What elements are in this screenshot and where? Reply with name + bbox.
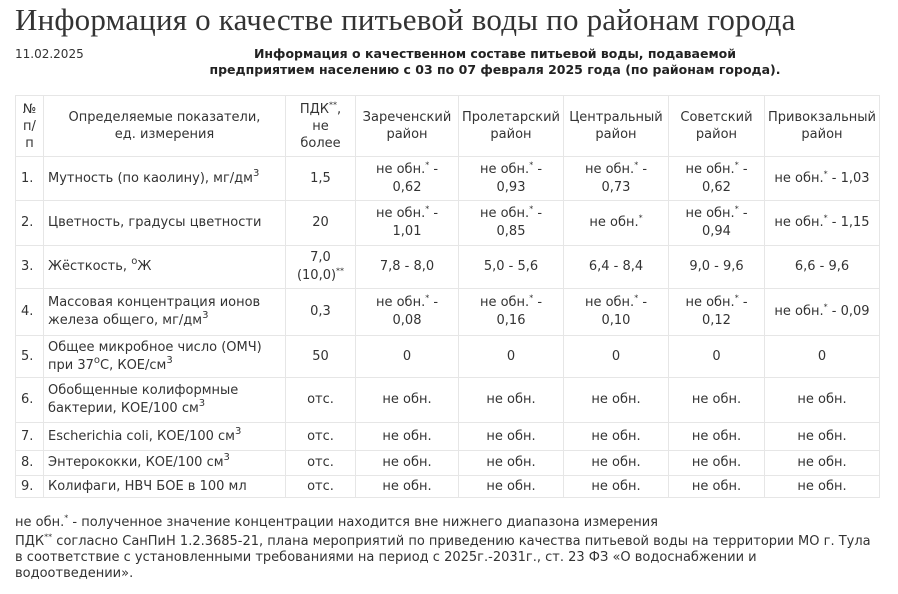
district-value: не обн. <box>563 423 668 451</box>
table-row <box>16 289 880 336</box>
district-value: не обн. <box>459 378 564 423</box>
district-value: не обн. <box>563 476 668 498</box>
pdk-value: отс. <box>286 378 356 423</box>
district-value: не обн. <box>563 378 668 423</box>
table-row <box>16 336 880 378</box>
district-value: не обн.* - 0,62 <box>668 157 764 201</box>
row-number: 5. <box>16 336 44 378</box>
pdk-value: 50 <box>286 336 356 378</box>
district-value: не обн. <box>356 476 459 498</box>
district-value: 0 <box>563 336 668 378</box>
district-value: не обн. <box>764 378 879 423</box>
pdk-value: 0,3 <box>286 289 356 336</box>
district-value: не обн. <box>764 423 879 451</box>
indicator-name: Энтерококки, КОЕ/100 $см^3$ <box>44 451 286 476</box>
table-caption <box>190 46 800 78</box>
district-value: не обн.* - 1,01 <box>356 201 459 246</box>
table-row <box>16 451 880 476</box>
header-district-centralny: Центральный район <box>563 96 668 157</box>
district-value: не обн. <box>459 451 564 476</box>
indicator-name: Escherichia coli, КОЕ/100 $см^3$ <box>44 423 286 451</box>
district-value: не обн. <box>459 423 564 451</box>
caption-line-2: предприятием населению с 03 по 07 февраля 2025 года (по районам города). <box>209 62 781 77</box>
district-value: 6,6 - 9,6 <box>764 246 879 289</box>
pdk-value: отс. <box>286 451 356 476</box>
indicator-name: Массовая концентрация ионов железа общего, $мг/дм^3$ <box>44 289 286 336</box>
table-row <box>16 476 880 498</box>
water-quality-table <box>15 95 880 498</box>
district-value: 0 <box>356 336 459 378</box>
table-row <box>16 201 880 246</box>
pdk-value: 1,5 <box>286 157 356 201</box>
district-value: не обн.* - 0,85 <box>459 201 564 246</box>
district-value: 6,4 - 8,4 <box>563 246 668 289</box>
table-row <box>16 423 880 451</box>
table-row <box>16 157 880 201</box>
row-number: 4. <box>16 289 44 336</box>
district-value: не обн.* - 1,03 <box>764 157 879 201</box>
district-value: не обн. <box>459 476 564 498</box>
row-number: 8. <box>16 451 44 476</box>
row-number: 6. <box>16 378 44 423</box>
row-number: 2. <box>16 201 44 246</box>
district-value: 9,0 - 9,6 <box>668 246 764 289</box>
pdk-value: отс. <box>286 423 356 451</box>
district-value: не обн. <box>668 378 764 423</box>
table-row <box>16 378 880 423</box>
row-number: 7. <box>16 423 44 451</box>
district-value: не обн.* - 0,62 <box>356 157 459 201</box>
district-value: не обн.* - 0,12 <box>668 289 764 336</box>
indicator-name: Колифаги, НВЧ БОЕ в 100 мл <box>44 476 286 498</box>
header-row <box>16 96 880 157</box>
district-value: 0 <box>764 336 879 378</box>
footnotes <box>15 515 875 582</box>
district-value: не обн. <box>668 423 764 451</box>
indicator-name: Обобщенные колиформные бактерии, КОЕ/100 $см^3$ <box>44 378 286 423</box>
footnote-not-detected: не обн.* - полученное значение концентрации находится вне нижнего диапазона измерения <box>15 513 658 530</box>
district-value: не обн. <box>356 423 459 451</box>
district-value: не обн. <box>764 451 879 476</box>
header-indicator: Определяемые показатели, ед. измерения <box>44 96 286 157</box>
district-value: не обн.* - 0,16 <box>459 289 564 336</box>
pdk-value: отс. <box>286 476 356 498</box>
indicator-name: Жёсткость, $^о$Ж <box>44 246 286 289</box>
table-row <box>16 246 880 289</box>
header-district-proletarsky: Пролетарский район <box>459 96 564 157</box>
pdk-value: 20 <box>286 201 356 246</box>
district-value: 0 <box>668 336 764 378</box>
district-value: 0 <box>459 336 564 378</box>
district-value: не обн.* - 0,08 <box>356 289 459 336</box>
district-value: не обн.* <box>563 201 668 246</box>
district-value: не обн.* - 0,73 <box>563 157 668 201</box>
district-value: не обн.* - 1,15 <box>764 201 879 246</box>
district-value: не обн.* - 0,10 <box>563 289 668 336</box>
district-value: не обн.* - 0,93 <box>459 157 564 201</box>
caption-line-1: Информация о качественном составе питьевой воды, подаваемой <box>253 46 737 61</box>
district-value: не обн.* - 0,09 <box>764 289 879 336</box>
header-district-sovetsky: Советский район <box>668 96 764 157</box>
header-district-privokzalny: Привокзальный район <box>764 96 879 157</box>
row-number: 3. <box>16 246 44 289</box>
row-number: 9. <box>16 476 44 498</box>
indicator-name: Цветность, градусы цветности <box>44 201 286 246</box>
district-value: не обн. <box>668 451 764 476</box>
page-title: Информация о качестве питьевой воды по районам города <box>15 2 796 37</box>
district-value: не обн. <box>764 476 879 498</box>
publication-date: 11.02.2025 <box>15 47 84 61</box>
district-value: не обн. <box>356 451 459 476</box>
district-value: 7,8 - 8,0 <box>356 246 459 289</box>
district-value: не обн.* - 0,94 <box>668 201 764 246</box>
district-value: не обн. <box>356 378 459 423</box>
footnote-pdk: ПДК** согласно СанПиН 1.2.3685-21, плана мероприятий по приведению качества питьевой воды на территории МО г. Тула в соответствие с установленными требованиями на период с 2025г.-2031г., ст. 23 ФЗ «О водоснабжении и водоотведении». <box>15 532 871 581</box>
district-value: 5,0 - 5,6 <box>459 246 564 289</box>
district-value: не обн. <box>563 451 668 476</box>
header-district-zarechensky: Зареченский район <box>356 96 459 157</box>
header-pdk: ПДК**, не более <box>286 96 356 157</box>
district-value: не обн. <box>668 476 764 498</box>
row-number: 1. <box>16 157 44 201</box>
header-num: № п/ п <box>16 96 44 157</box>
indicator-name: Общее микробное число (ОМЧ) при $37^оС$, КОЕ/$см^3$ <box>44 336 286 378</box>
pdk-value: 7,0 (10,0)** <box>286 246 356 289</box>
indicator-name: Мутность (по каолину), $мг/дм^3$ <box>44 157 286 201</box>
